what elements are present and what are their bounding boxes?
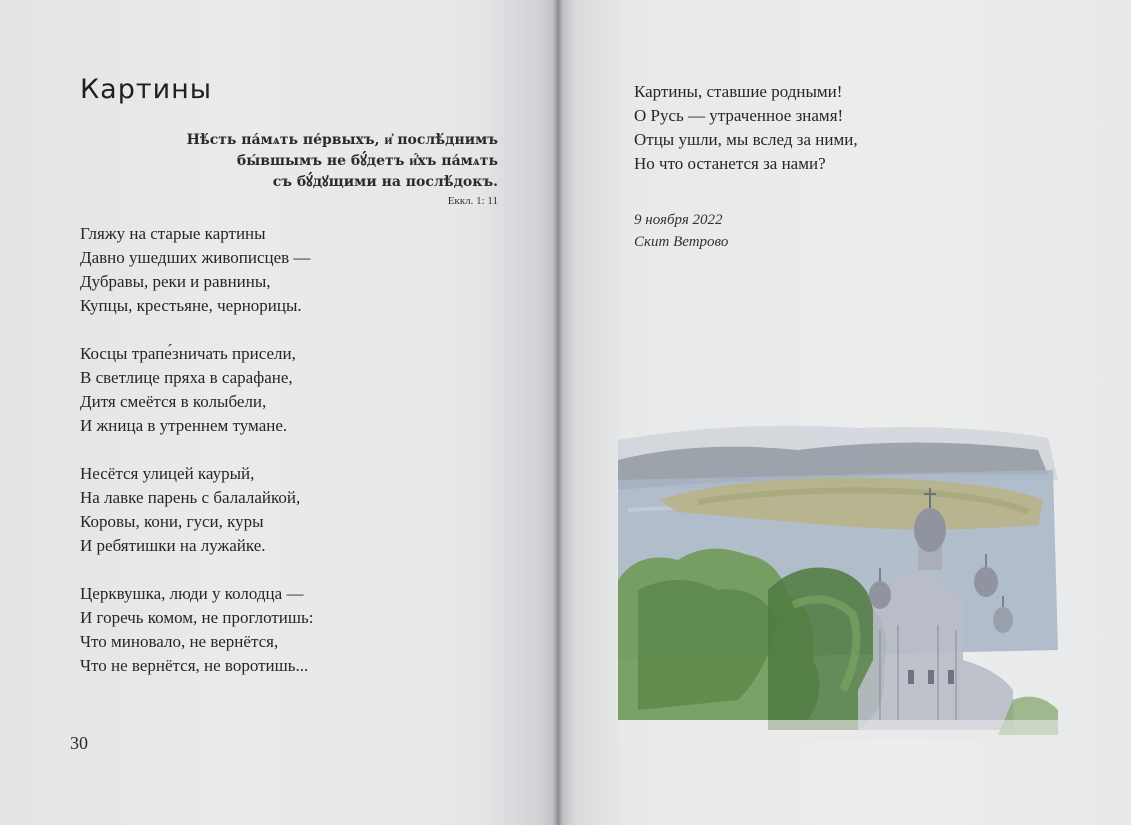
page-number: 30 — [70, 733, 88, 753]
verse-line: И ребятишки на лужайке. — [80, 536, 266, 555]
stanza — [80, 222, 500, 318]
verse-line: Гляжу на старые картины — [80, 224, 266, 243]
verse-line: Церквушка, люди у колодца — — [80, 584, 304, 603]
verse-line: Дитя смеётся в колыбели, — [80, 392, 267, 411]
verse-line: Но что останется за нами? — [634, 154, 826, 173]
verse-line: Коровы, кони, гуси, куры — [80, 512, 264, 531]
verse-line: И горечь комом, не проглотишь: — [80, 608, 314, 627]
poem-title: Картины — [80, 74, 213, 105]
dateline — [634, 209, 728, 253]
verse-line: Косцы трапе́зничать присели, — [80, 344, 296, 363]
poem-date: 9 ноября 2022 — [634, 212, 723, 228]
verse-line: Что миновало, не вернётся, — [80, 632, 279, 651]
stanza — [80, 462, 500, 558]
verse-line: Давно ушедших живописцев — — [80, 248, 311, 267]
epigraph-reference: Еккл. 1: 11 — [447, 195, 498, 207]
stanza — [80, 342, 500, 438]
verse-line: И жница в утреннем тумане. — [80, 416, 288, 435]
verse-line: О Русь — утраченное знамя! — [634, 106, 844, 125]
poem-final-stanza — [634, 80, 1074, 200]
verse-line: Картины, ставшие родными! — [634, 82, 843, 101]
book-gutter — [553, 0, 563, 825]
watercolor-illustration — [618, 420, 1068, 750]
stanza — [634, 80, 1074, 176]
epigraph-line: бы́вшымъ не бꙋ́детъ и҆́хъ па́мѧть — [236, 153, 498, 169]
right-page — [558, 0, 1131, 825]
stanza — [80, 582, 500, 678]
verse-line: Купцы, крестьяне, чернорицы. — [80, 296, 302, 315]
verse-line: Отцы ушли, мы вслед за ними, — [634, 130, 858, 149]
left-page — [0, 0, 558, 825]
epigraph-line: Нѣ́сть па́мѧть пе́рвыхъ, и҆ послѣ́днимъ — [186, 132, 498, 148]
epigraph-line: съ бꙋ́дꙋщими на послѣ́докъ. — [272, 174, 498, 190]
poem-body — [80, 222, 500, 702]
epigraph — [118, 130, 498, 209]
verse-line: Что не вернётся, не воротишь... — [80, 656, 309, 675]
verse-line: В светлице пряха в сарафане, — [80, 368, 293, 387]
poem-place: Скит Ветрово — [634, 234, 729, 250]
verse-line: Несётся улицей каурый, — [80, 464, 255, 483]
verse-line: Дубравы, реки и равнины, — [80, 272, 271, 291]
verse-line: На лавке парень с балалайкой, — [80, 488, 301, 507]
